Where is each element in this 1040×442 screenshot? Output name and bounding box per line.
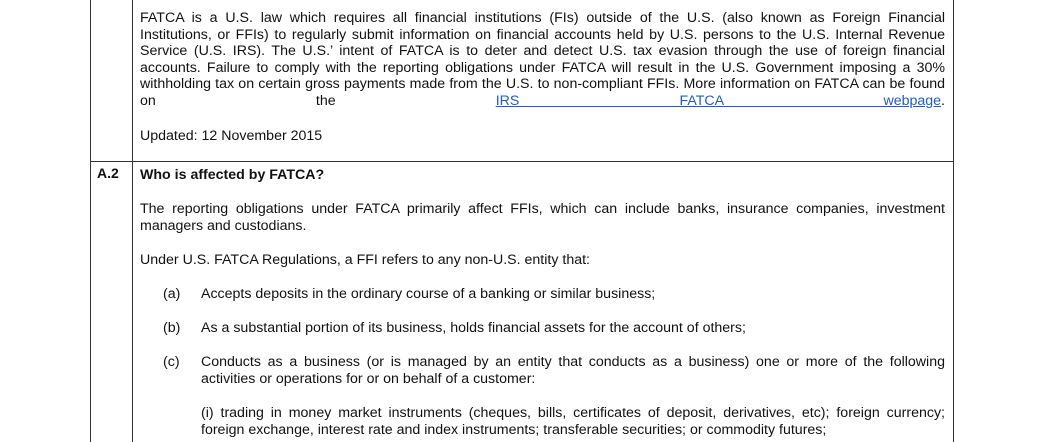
sub-item-i: (i) trading in money market instruments (cheques, bills, certificates of deposit, derivatives, etc); foreign currency; foreign exchange, interest rate and index instruments; transferable securities; or commodity futures; xyxy=(201,405,945,438)
table-border-left xyxy=(90,0,91,442)
link-period: . xyxy=(941,92,945,109)
fatca-description xyxy=(140,10,945,110)
list-item xyxy=(163,320,945,338)
table-row-divider xyxy=(90,161,954,162)
list-label: (b) xyxy=(163,320,181,336)
list-item xyxy=(163,354,945,390)
list-text: Accepts deposits in the ordinary course of a banking or similar business; xyxy=(201,286,656,302)
list-label: (c) xyxy=(163,354,180,370)
paragraph-affected: The reporting obligations under FATCA primarily affect FFIs, which can include banks, insurance companies, investment managers and custodians. xyxy=(140,201,945,234)
list-item xyxy=(163,286,945,304)
table-column-divider xyxy=(132,0,133,442)
question-number: A.2 xyxy=(97,165,119,181)
list-text: As a substantial portion of its business, holds financial assets for the account of others; xyxy=(201,320,746,336)
irs-fatca-link[interactable]: IRS FATCA webpage xyxy=(495,92,942,109)
fatca-description-text: FATCA is a U.S. law which requires all financial institutions (FIs) outside of the U.S. (also known as Foreign Financial Institutions, or FFIs) to regularly submit information on financial accounts held by U.S. persons to the U.S. Internal Revenue Service (U.S. IRS). The U.S.’ intent of FATCA is to deter and detect U.S. tax evasion through the use of foreign financial accounts. Failure to comply with the reporting obligations under FATCA will result in the U.S. Government imposing a 30% withholding tax on certain gross payments made from the U.S. to non-compliant FFIs. More information on FATCA can be found on the xyxy=(140,10,945,109)
paragraph-ffi-definition: Under U.S. FATCA Regulations, a FFI refers to any non-U.S. entity that: xyxy=(140,252,590,268)
list-text: Conducts as a business (or is managed by an entity that conducts as a business) one or more of the following activities or operations for or on behalf of a customer: xyxy=(201,354,945,387)
table-border-right xyxy=(953,0,954,442)
updated-date-a1: Updated: 12 November 2015 xyxy=(140,128,323,144)
question-heading: Who is affected by FATCA? xyxy=(140,167,325,183)
list-label: (a) xyxy=(163,286,181,302)
